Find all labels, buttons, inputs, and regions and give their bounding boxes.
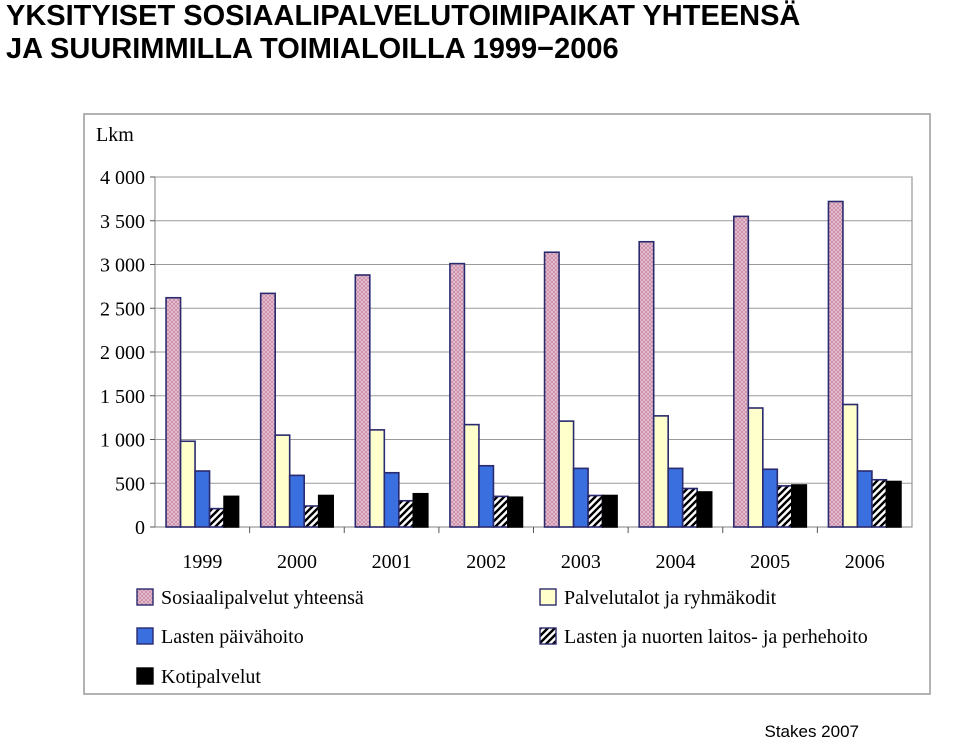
legend-swatch-palvelutalot: [540, 589, 556, 605]
x-tick-label: 2002: [466, 551, 507, 573]
bar-lasten_paivahoito-2001: [384, 473, 399, 527]
bar-kotipalvelut-2001: [413, 494, 428, 527]
bar-sosiaalipalvelut-1999: [166, 298, 181, 527]
bar-kotipalvelut-2003: [603, 496, 618, 528]
bar-kotipalvelut-2005: [792, 485, 807, 527]
y-tick-label: 4 000: [100, 167, 145, 189]
x-tick-label: 2001: [371, 551, 412, 573]
y-tick-label: 3 000: [100, 254, 145, 277]
x-tick-label: 2000: [276, 551, 317, 573]
bar-lasten_paivahoito-2005: [763, 469, 778, 527]
y-tick-label: 2 500: [100, 298, 145, 321]
legend-label-lasten_paivahoito: Lasten päivähoito: [161, 626, 304, 648]
legend-swatch-kotipalvelut: [137, 668, 153, 684]
chart-title-line-2: JA SUURIMMILLA TOIMIALOILLA 1999−2006: [6, 33, 619, 65]
bar-palvelutalot-2004: [654, 416, 669, 527]
bar-sosiaalipalvelut-2002: [450, 264, 465, 527]
x-tick-label: 2003: [560, 551, 601, 573]
bar-palvelutalot-1999: [181, 441, 196, 527]
bar-kotipalvelut-2006: [886, 482, 901, 528]
bar-palvelutalot-2000: [275, 435, 290, 527]
bar-lasten_nuorten-2001: [399, 501, 414, 527]
bar-sosiaalipalvelut-2001: [355, 275, 370, 527]
bar-sosiaalipalvelut-2000: [261, 293, 276, 527]
legend-swatch-sosiaalipalvelut: [137, 589, 153, 605]
bar-lasten_nuorten-2005: [777, 486, 792, 527]
legend-label-lasten_nuorten: Lasten ja nuorten laitos- ja perhehoito: [564, 626, 868, 648]
bar-sosiaalipalvelut-2003: [545, 252, 560, 527]
bar-lasten_nuorten-2002: [493, 496, 508, 527]
bar-kotipalvelut-1999: [224, 496, 239, 527]
bar-lasten_paivahoito-2002: [479, 466, 494, 527]
bar-kotipalvelut-2004: [697, 492, 712, 527]
y-tick-label: 3 500: [100, 210, 145, 233]
y-tick-label: 500: [115, 473, 145, 496]
x-tick-label: 1999: [182, 551, 223, 573]
bar-lasten_paivahoito-2003: [574, 468, 589, 527]
bar-lasten_paivahoito-2000: [290, 475, 305, 527]
bar-sosiaalipalvelut-2004: [639, 242, 654, 527]
bar-palvelutalot-2006: [843, 405, 858, 528]
bar-palvelutalot-2002: [464, 425, 479, 527]
bar-kotipalvelut-2002: [508, 497, 523, 527]
bar-sosiaalipalvelut-2006: [828, 202, 843, 528]
bar-palvelutalot-2001: [370, 430, 385, 527]
chart-title-line-1: YKSITYISET SOSIAALIPALVELUTOIMIPAIKAT YHTEENSÄ: [6, 0, 801, 32]
x-tick-label: 2006: [844, 551, 885, 573]
bar-lasten_nuorten-2000: [304, 506, 319, 527]
legend-label-sosiaalipalvelut: Sosiaalipalvelut yhteensä: [161, 587, 364, 609]
bar-kotipalvelut-2000: [319, 496, 334, 528]
source-note: Stakes 2007: [764, 722, 859, 741]
bar-palvelutalot-2005: [748, 408, 763, 527]
bar-lasten_paivahoito-2004: [668, 468, 683, 527]
y-tick-label: 1 000: [100, 429, 145, 452]
bar-lasten_paivahoito-1999: [195, 471, 210, 527]
legend-label-kotipalvelut: Kotipalvelut: [161, 666, 261, 688]
y-tick-label: 2 000: [100, 342, 145, 364]
y-tick-label: 1 500: [100, 385, 145, 408]
y-tick-label: 0: [135, 517, 145, 539]
y-axis-label: Lkm: [96, 124, 134, 146]
x-tick-label: 2004: [655, 551, 696, 573]
bar-sosiaalipalvelut-2005: [734, 216, 749, 527]
bar-lasten_paivahoito-2006: [857, 471, 872, 527]
legend-label-palvelutalot: Palvelutalot ja ryhmäkodit: [564, 587, 777, 609]
legend-swatch-lasten_paivahoito: [137, 628, 153, 644]
bar-lasten_nuorten-2006: [872, 480, 887, 527]
x-tick-label: 2005: [750, 551, 791, 573]
bar-lasten_nuorten-2004: [683, 489, 698, 528]
bar-lasten_nuorten-1999: [210, 509, 225, 527]
legend-swatch-lasten_nuorten: [540, 628, 556, 644]
bar-lasten_nuorten-2003: [588, 496, 603, 528]
bar-palvelutalot-2003: [559, 421, 574, 527]
